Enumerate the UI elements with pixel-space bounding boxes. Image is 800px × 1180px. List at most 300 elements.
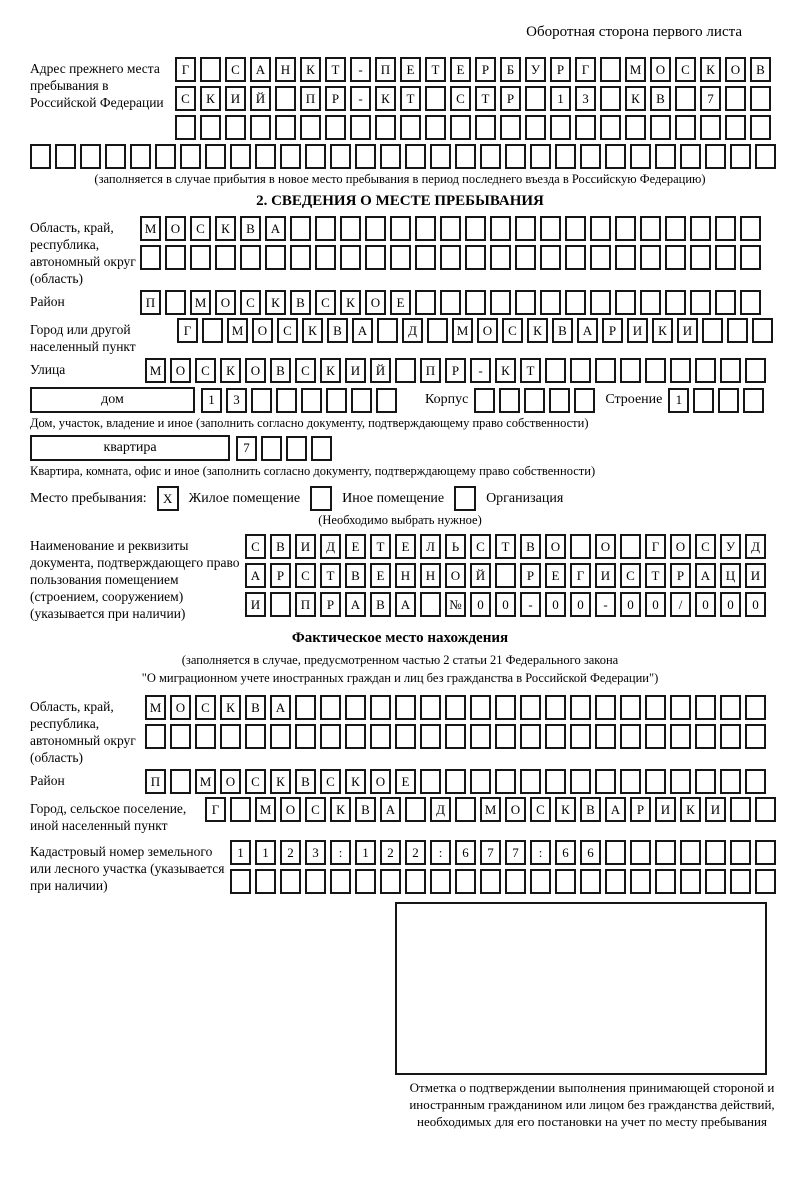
- char-cell[interactable]: [400, 115, 421, 140]
- char-cell[interactable]: [630, 869, 651, 894]
- char-cell[interactable]: [645, 695, 666, 720]
- char-cell[interactable]: 0: [495, 592, 516, 617]
- char-cell[interactable]: [693, 388, 714, 413]
- char-cell[interactable]: [440, 216, 461, 241]
- char-cell[interactable]: [205, 144, 226, 169]
- char-cell[interactable]: [595, 724, 616, 749]
- char-cell[interactable]: [740, 216, 761, 241]
- char-cell[interactable]: [450, 115, 471, 140]
- char-cell[interactable]: П: [420, 358, 441, 383]
- char-cell[interactable]: Т: [520, 358, 541, 383]
- char-cell[interactable]: [286, 436, 307, 461]
- char-cell[interactable]: В: [270, 534, 291, 559]
- char-cell[interactable]: [145, 724, 166, 749]
- char-cell[interactable]: [570, 534, 591, 559]
- char-cell[interactable]: М: [452, 318, 473, 343]
- char-cell[interactable]: М: [195, 769, 216, 794]
- char-cell[interactable]: [455, 797, 476, 822]
- char-cell[interactable]: П: [375, 57, 396, 82]
- char-cell[interactable]: [55, 144, 76, 169]
- char-cell[interactable]: С: [175, 86, 196, 111]
- char-cell[interactable]: К: [700, 57, 721, 82]
- char-cell[interactable]: В: [295, 769, 316, 794]
- char-cell[interactable]: [380, 869, 401, 894]
- char-cell[interactable]: Р: [630, 797, 651, 822]
- char-cell[interactable]: С: [315, 290, 336, 315]
- char-cell[interactable]: О: [280, 797, 301, 822]
- char-cell[interactable]: [730, 840, 751, 865]
- char-cell[interactable]: В: [355, 797, 376, 822]
- char-cell[interactable]: [200, 115, 221, 140]
- char-cell[interactable]: [280, 144, 301, 169]
- char-cell[interactable]: В: [552, 318, 573, 343]
- char-cell[interactable]: С: [695, 534, 716, 559]
- char-cell[interactable]: [480, 144, 501, 169]
- char-cell[interactable]: А: [695, 563, 716, 588]
- char-cell[interactable]: [625, 115, 646, 140]
- char-cell[interactable]: [465, 245, 486, 270]
- char-cell[interactable]: [365, 216, 386, 241]
- char-cell[interactable]: [575, 115, 596, 140]
- char-cell[interactable]: [750, 86, 771, 111]
- char-cell[interactable]: [355, 869, 376, 894]
- char-cell[interactable]: С: [195, 695, 216, 720]
- char-cell[interactable]: [574, 388, 595, 413]
- char-cell[interactable]: Т: [475, 86, 496, 111]
- char-cell[interactable]: [720, 358, 741, 383]
- char-cell[interactable]: 2: [380, 840, 401, 865]
- char-cell[interactable]: Ь: [445, 534, 466, 559]
- char-cell[interactable]: [718, 388, 739, 413]
- checkbox-organization[interactable]: [454, 486, 476, 511]
- char-cell[interactable]: К: [555, 797, 576, 822]
- char-cell[interactable]: -: [470, 358, 491, 383]
- char-cell[interactable]: [445, 724, 466, 749]
- char-cell[interactable]: Д: [402, 318, 423, 343]
- char-cell[interactable]: К: [220, 695, 241, 720]
- char-cell[interactable]: [275, 115, 296, 140]
- char-cell[interactable]: А: [265, 216, 286, 241]
- char-cell[interactable]: [420, 769, 441, 794]
- char-cell[interactable]: [755, 797, 776, 822]
- char-cell[interactable]: О: [505, 797, 526, 822]
- char-cell[interactable]: Т: [325, 57, 346, 82]
- char-cell[interactable]: Р: [520, 563, 541, 588]
- char-cell[interactable]: С: [277, 318, 298, 343]
- char-cell[interactable]: [230, 869, 251, 894]
- char-cell[interactable]: [665, 216, 686, 241]
- char-cell[interactable]: В: [750, 57, 771, 82]
- char-cell[interactable]: [140, 245, 161, 270]
- char-cell[interactable]: [370, 695, 391, 720]
- char-cell[interactable]: :: [430, 840, 451, 865]
- char-cell[interactable]: [395, 695, 416, 720]
- char-cell[interactable]: [715, 216, 736, 241]
- char-cell[interactable]: А: [245, 563, 266, 588]
- char-cell[interactable]: О: [252, 318, 273, 343]
- char-cell[interactable]: [255, 144, 276, 169]
- char-cell[interactable]: М: [145, 695, 166, 720]
- char-cell[interactable]: У: [525, 57, 546, 82]
- char-cell[interactable]: С: [190, 216, 211, 241]
- char-cell[interactable]: [725, 115, 746, 140]
- char-cell[interactable]: [705, 144, 726, 169]
- char-cell[interactable]: [470, 695, 491, 720]
- char-cell[interactable]: Г: [205, 797, 226, 822]
- char-cell[interactable]: [190, 245, 211, 270]
- char-cell[interactable]: [730, 144, 751, 169]
- char-cell[interactable]: [490, 290, 511, 315]
- char-cell[interactable]: [675, 86, 696, 111]
- char-cell[interactable]: [390, 245, 411, 270]
- char-cell[interactable]: [565, 245, 586, 270]
- char-cell[interactable]: [690, 290, 711, 315]
- char-cell[interactable]: [490, 216, 511, 241]
- char-cell[interactable]: [200, 57, 221, 82]
- char-cell[interactable]: [345, 695, 366, 720]
- char-cell[interactable]: [545, 358, 566, 383]
- char-cell[interactable]: К: [300, 57, 321, 82]
- char-cell[interactable]: [30, 144, 51, 169]
- char-cell[interactable]: [750, 115, 771, 140]
- char-cell[interactable]: -: [595, 592, 616, 617]
- char-cell[interactable]: [170, 769, 191, 794]
- char-cell[interactable]: К: [270, 769, 291, 794]
- char-cell[interactable]: [727, 318, 748, 343]
- char-cell[interactable]: [230, 797, 251, 822]
- char-cell[interactable]: [520, 769, 541, 794]
- char-cell[interactable]: Е: [370, 563, 391, 588]
- char-cell[interactable]: 0: [620, 592, 641, 617]
- char-cell[interactable]: [655, 144, 676, 169]
- char-cell[interactable]: [680, 869, 701, 894]
- char-cell[interactable]: [261, 436, 282, 461]
- char-cell[interactable]: 1: [201, 388, 222, 413]
- char-cell[interactable]: [605, 840, 626, 865]
- char-cell[interactable]: 3: [226, 388, 247, 413]
- char-cell[interactable]: О: [445, 563, 466, 588]
- char-cell[interactable]: [520, 695, 541, 720]
- char-cell[interactable]: [495, 695, 516, 720]
- char-cell[interactable]: [495, 724, 516, 749]
- char-cell[interactable]: [475, 115, 496, 140]
- char-cell[interactable]: [545, 769, 566, 794]
- char-cell[interactable]: [590, 290, 611, 315]
- char-cell[interactable]: И: [655, 797, 676, 822]
- char-cell[interactable]: :: [330, 840, 351, 865]
- char-cell[interactable]: [445, 769, 466, 794]
- char-cell[interactable]: [202, 318, 223, 343]
- char-cell[interactable]: О: [165, 216, 186, 241]
- char-cell[interactable]: [377, 318, 398, 343]
- char-cell[interactable]: [725, 86, 746, 111]
- char-cell[interactable]: Н: [275, 57, 296, 82]
- char-cell[interactable]: С: [225, 57, 246, 82]
- char-cell[interactable]: [525, 86, 546, 111]
- char-cell[interactable]: [376, 388, 397, 413]
- char-cell[interactable]: [690, 216, 711, 241]
- char-cell[interactable]: [365, 245, 386, 270]
- char-cell[interactable]: [420, 695, 441, 720]
- char-cell[interactable]: [505, 869, 526, 894]
- char-cell[interactable]: [530, 869, 551, 894]
- char-cell[interactable]: -: [350, 86, 371, 111]
- char-cell[interactable]: [345, 724, 366, 749]
- char-cell[interactable]: [615, 290, 636, 315]
- char-cell[interactable]: 0: [570, 592, 591, 617]
- char-cell[interactable]: С: [320, 769, 341, 794]
- char-cell[interactable]: [320, 724, 341, 749]
- char-cell[interactable]: А: [380, 797, 401, 822]
- char-cell[interactable]: -: [520, 592, 541, 617]
- char-cell[interactable]: Р: [320, 592, 341, 617]
- char-cell[interactable]: [720, 724, 741, 749]
- char-cell[interactable]: [230, 144, 251, 169]
- char-cell[interactable]: [499, 388, 520, 413]
- char-cell[interactable]: [645, 358, 666, 383]
- char-cell[interactable]: 6: [555, 840, 576, 865]
- char-cell[interactable]: К: [200, 86, 221, 111]
- char-cell[interactable]: М: [625, 57, 646, 82]
- char-cell[interactable]: [670, 695, 691, 720]
- char-cell[interactable]: [755, 840, 776, 865]
- char-cell[interactable]: Р: [550, 57, 571, 82]
- char-cell[interactable]: [515, 245, 536, 270]
- char-cell[interactable]: [675, 115, 696, 140]
- char-cell[interactable]: О: [170, 358, 191, 383]
- char-cell[interactable]: А: [270, 695, 291, 720]
- char-cell[interactable]: [280, 869, 301, 894]
- char-cell[interactable]: У: [720, 534, 741, 559]
- char-cell[interactable]: [745, 724, 766, 749]
- char-cell[interactable]: Й: [250, 86, 271, 111]
- char-cell[interactable]: Т: [370, 534, 391, 559]
- char-cell[interactable]: С: [470, 534, 491, 559]
- char-cell[interactable]: 0: [695, 592, 716, 617]
- char-cell[interactable]: [540, 290, 561, 315]
- char-cell[interactable]: [320, 695, 341, 720]
- char-cell[interactable]: [300, 115, 321, 140]
- char-cell[interactable]: 0: [720, 592, 741, 617]
- char-cell[interactable]: [670, 724, 691, 749]
- char-cell[interactable]: [680, 144, 701, 169]
- char-cell[interactable]: [326, 388, 347, 413]
- char-cell[interactable]: [340, 245, 361, 270]
- char-cell[interactable]: [375, 115, 396, 140]
- char-cell[interactable]: -: [350, 57, 371, 82]
- char-cell[interactable]: К: [527, 318, 548, 343]
- char-cell[interactable]: [695, 358, 716, 383]
- char-cell[interactable]: [305, 869, 326, 894]
- char-cell[interactable]: [680, 840, 701, 865]
- char-cell[interactable]: [740, 245, 761, 270]
- char-cell[interactable]: [670, 769, 691, 794]
- char-cell[interactable]: [495, 563, 516, 588]
- char-cell[interactable]: 7: [505, 840, 526, 865]
- char-cell[interactable]: О: [215, 290, 236, 315]
- char-cell[interactable]: 6: [455, 840, 476, 865]
- char-cell[interactable]: Л: [420, 534, 441, 559]
- char-cell[interactable]: С: [245, 534, 266, 559]
- char-cell[interactable]: Е: [450, 57, 471, 82]
- char-cell[interactable]: [440, 245, 461, 270]
- char-cell[interactable]: С: [245, 769, 266, 794]
- char-cell[interactable]: [525, 115, 546, 140]
- char-cell[interactable]: Р: [475, 57, 496, 82]
- char-cell[interactable]: [545, 695, 566, 720]
- char-cell[interactable]: Г: [645, 534, 666, 559]
- char-cell[interactable]: 2: [280, 840, 301, 865]
- char-cell[interactable]: 1: [230, 840, 251, 865]
- char-cell[interactable]: И: [677, 318, 698, 343]
- char-cell[interactable]: [720, 695, 741, 720]
- char-cell[interactable]: [455, 869, 476, 894]
- char-cell[interactable]: О: [365, 290, 386, 315]
- char-cell[interactable]: [595, 695, 616, 720]
- char-cell[interactable]: [395, 724, 416, 749]
- char-cell[interactable]: [665, 245, 686, 270]
- char-cell[interactable]: В: [650, 86, 671, 111]
- char-cell[interactable]: К: [265, 290, 286, 315]
- char-cell[interactable]: [705, 869, 726, 894]
- char-cell[interactable]: В: [327, 318, 348, 343]
- char-cell[interactable]: [195, 724, 216, 749]
- char-cell[interactable]: И: [627, 318, 648, 343]
- char-cell[interactable]: [565, 290, 586, 315]
- char-cell[interactable]: М: [480, 797, 501, 822]
- char-cell[interactable]: [165, 290, 186, 315]
- char-cell[interactable]: С: [620, 563, 641, 588]
- char-cell[interactable]: В: [580, 797, 601, 822]
- char-cell[interactable]: [600, 57, 621, 82]
- char-cell[interactable]: Т: [400, 86, 421, 111]
- char-cell[interactable]: [640, 290, 661, 315]
- char-cell[interactable]: И: [245, 592, 266, 617]
- checkbox-other-premises[interactable]: [310, 486, 332, 511]
- char-cell[interactable]: 0: [545, 592, 566, 617]
- char-cell[interactable]: А: [345, 592, 366, 617]
- char-cell[interactable]: А: [395, 592, 416, 617]
- char-cell[interactable]: [590, 216, 611, 241]
- char-cell[interactable]: [640, 245, 661, 270]
- char-cell[interactable]: [415, 216, 436, 241]
- char-cell[interactable]: К: [215, 216, 236, 241]
- char-cell[interactable]: [180, 144, 201, 169]
- char-cell[interactable]: [702, 318, 723, 343]
- char-cell[interactable]: [745, 358, 766, 383]
- char-cell[interactable]: О: [670, 534, 691, 559]
- char-cell[interactable]: 7: [700, 86, 721, 111]
- char-cell[interactable]: [743, 388, 764, 413]
- char-cell[interactable]: 7: [480, 840, 501, 865]
- char-cell[interactable]: [549, 388, 570, 413]
- char-cell[interactable]: [275, 86, 296, 111]
- char-cell[interactable]: /: [670, 592, 691, 617]
- char-cell[interactable]: И: [595, 563, 616, 588]
- char-cell[interactable]: [580, 869, 601, 894]
- char-cell[interactable]: К: [345, 769, 366, 794]
- char-cell[interactable]: [620, 358, 641, 383]
- char-cell[interactable]: 1: [668, 388, 689, 413]
- char-cell[interactable]: В: [240, 216, 261, 241]
- char-cell[interactable]: №: [445, 592, 466, 617]
- char-cell[interactable]: Й: [370, 358, 391, 383]
- char-cell[interactable]: К: [375, 86, 396, 111]
- char-cell[interactable]: М: [190, 290, 211, 315]
- char-cell[interactable]: [325, 115, 346, 140]
- char-cell[interactable]: [225, 115, 246, 140]
- char-cell[interactable]: [305, 144, 326, 169]
- char-cell[interactable]: Й: [470, 563, 491, 588]
- char-cell[interactable]: А: [352, 318, 373, 343]
- char-cell[interactable]: [715, 245, 736, 270]
- char-cell[interactable]: [755, 144, 776, 169]
- char-cell[interactable]: П: [295, 592, 316, 617]
- char-cell[interactable]: А: [250, 57, 271, 82]
- char-cell[interactable]: [270, 592, 291, 617]
- char-cell[interactable]: Б: [500, 57, 521, 82]
- char-cell[interactable]: [465, 216, 486, 241]
- char-cell[interactable]: :: [530, 840, 551, 865]
- char-cell[interactable]: [465, 290, 486, 315]
- checkbox-residential[interactable]: X: [157, 486, 179, 511]
- char-cell[interactable]: [570, 358, 591, 383]
- char-cell[interactable]: [740, 290, 761, 315]
- char-cell[interactable]: Т: [645, 563, 666, 588]
- char-cell[interactable]: [330, 144, 351, 169]
- char-cell[interactable]: [270, 724, 291, 749]
- char-cell[interactable]: [745, 769, 766, 794]
- char-cell[interactable]: [595, 769, 616, 794]
- char-cell[interactable]: [250, 115, 271, 140]
- char-cell[interactable]: [570, 724, 591, 749]
- char-cell[interactable]: [752, 318, 773, 343]
- char-cell[interactable]: [276, 388, 297, 413]
- char-cell[interactable]: В: [370, 592, 391, 617]
- char-cell[interactable]: К: [680, 797, 701, 822]
- char-cell[interactable]: [495, 769, 516, 794]
- char-cell[interactable]: Р: [325, 86, 346, 111]
- char-cell[interactable]: И: [345, 358, 366, 383]
- char-cell[interactable]: [311, 436, 332, 461]
- char-cell[interactable]: Г: [175, 57, 196, 82]
- char-cell[interactable]: [720, 769, 741, 794]
- char-cell[interactable]: [290, 245, 311, 270]
- char-cell[interactable]: Т: [425, 57, 446, 82]
- char-cell[interactable]: И: [225, 86, 246, 111]
- char-cell[interactable]: [470, 724, 491, 749]
- char-cell[interactable]: Е: [545, 563, 566, 588]
- char-cell[interactable]: [265, 245, 286, 270]
- char-cell[interactable]: С: [502, 318, 523, 343]
- char-cell[interactable]: [520, 724, 541, 749]
- char-cell[interactable]: К: [320, 358, 341, 383]
- char-cell[interactable]: К: [302, 318, 323, 343]
- char-cell[interactable]: Е: [395, 769, 416, 794]
- char-cell[interactable]: [565, 216, 586, 241]
- char-cell[interactable]: [425, 115, 446, 140]
- char-cell[interactable]: [251, 388, 272, 413]
- char-cell[interactable]: Г: [177, 318, 198, 343]
- char-cell[interactable]: [427, 318, 448, 343]
- char-cell[interactable]: И: [745, 563, 766, 588]
- char-cell[interactable]: [715, 290, 736, 315]
- char-cell[interactable]: 2: [405, 840, 426, 865]
- char-cell[interactable]: О: [370, 769, 391, 794]
- char-cell[interactable]: Р: [500, 86, 521, 111]
- char-cell[interactable]: 6: [580, 840, 601, 865]
- char-cell[interactable]: [340, 216, 361, 241]
